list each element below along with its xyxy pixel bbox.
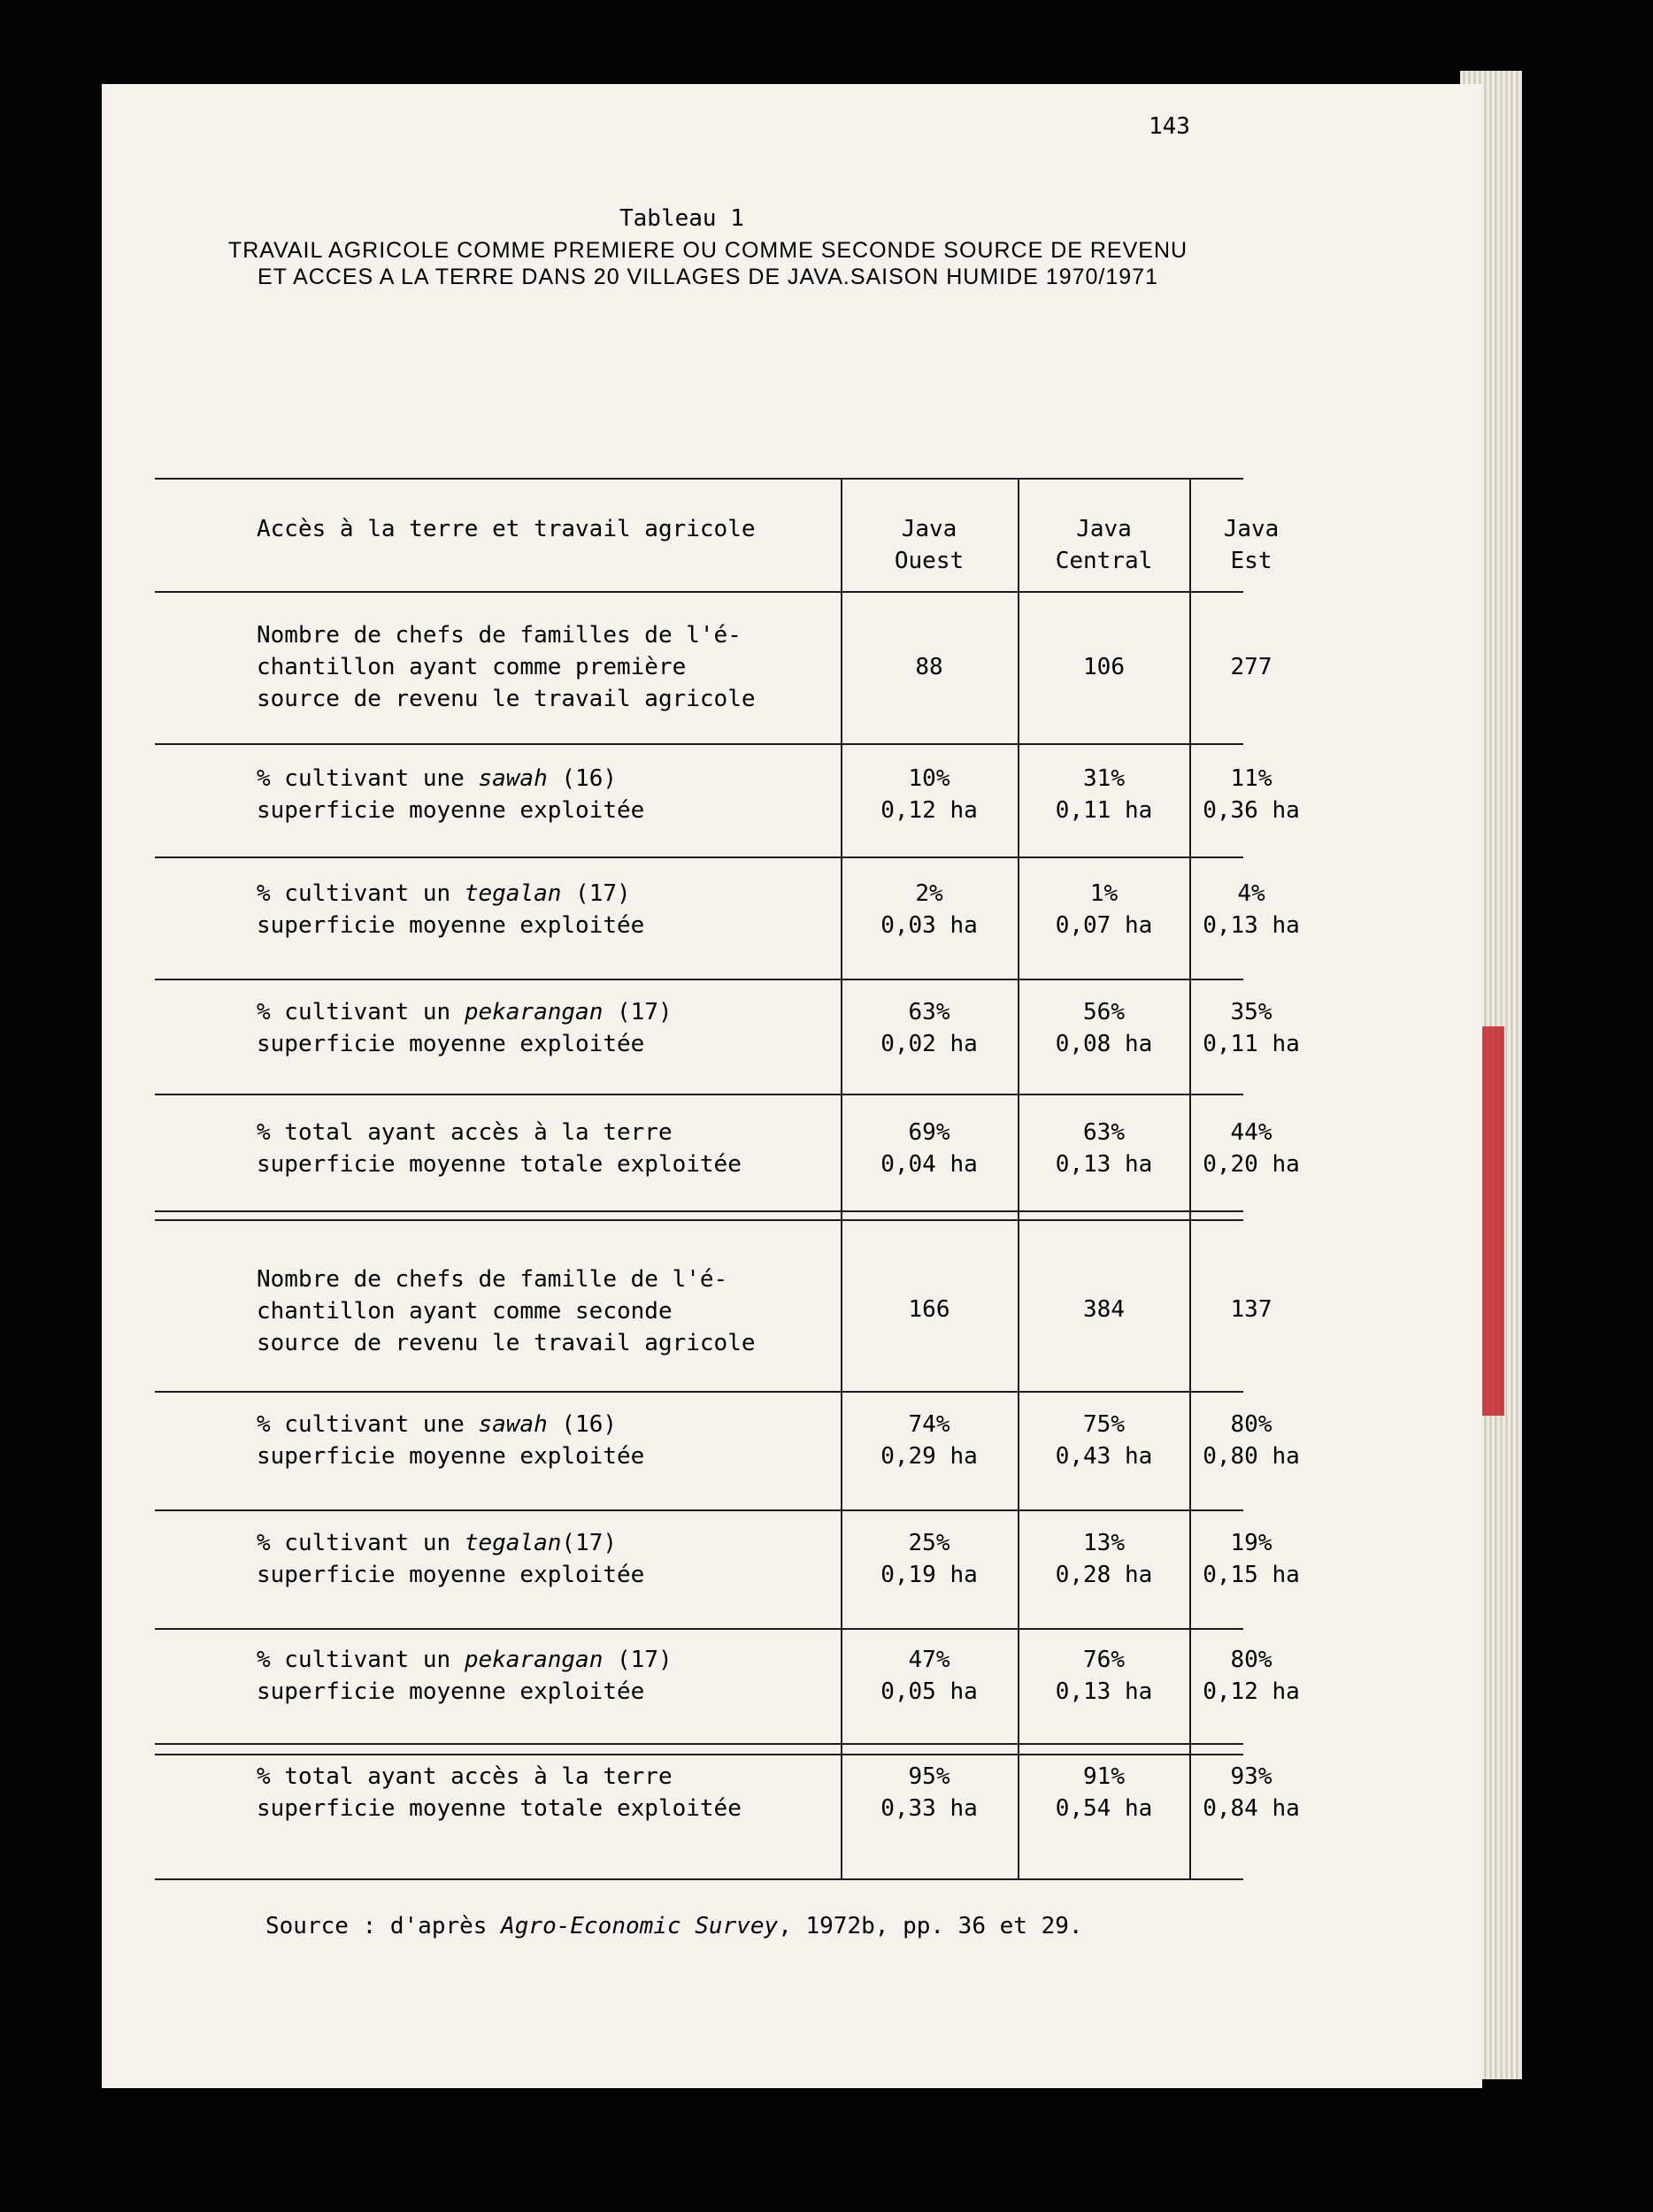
rule [155,743,1243,745]
page-number: 143 [1149,113,1190,140]
table-caption: Tableau 1 [619,205,744,232]
column-rule [1018,478,1019,1880]
row-label: % total ayant accès à la terre superficie moyenne totale exploitée [257,1763,742,1822]
value-java-est: 93% 0,84 ha [1203,1763,1300,1822]
row-label: % total ayant accès à la terre superficie moyenne totale exploitée [257,1119,742,1178]
value-java-est: 11% 0,36 ha [1203,765,1300,824]
column-rule [841,478,842,1880]
rule [155,1878,1243,1880]
value-java-ouest: 10% 0,12 ha [880,765,978,824]
value-java-central: 31% 0,11 ha [1055,765,1153,824]
value-java-central: 63% 0,13 ha [1055,1119,1153,1178]
value-java-ouest: 47% 0,05 ha [880,1647,978,1705]
value-java-ouest: 25% 0,19 ha [880,1530,978,1588]
rule [155,856,1243,858]
library-stamp [1480,1026,1504,1416]
table-title-line-1: TRAVAIL AGRICOLE COMME PREMIERE OU COMME SECONDE SOURCE DE REVENU [227,238,1188,263]
header-java-central: Java Central [1055,516,1153,574]
rule [155,591,1243,593]
value-java-est: 137 [1230,1296,1272,1323]
rule [155,478,1243,480]
row-label: % cultivant un pekarangan (17) superficie moyenne exploitée [257,1647,673,1705]
value-java-est: 4% 0,13 ha [1203,880,1300,939]
value-java-est: 80% 0,12 ha [1203,1647,1300,1705]
rule [155,1210,1243,1212]
value-java-central: 91% 0,54 ha [1055,1763,1153,1822]
column-rule [1189,478,1191,1880]
row-label: % cultivant un pekarangan (17) superficie moyenne exploitée [257,999,673,1057]
value-java-central: 76% 0,13 ha [1055,1647,1153,1705]
rule [155,1743,1243,1745]
value-java-central: 13% 0,28 ha [1055,1530,1153,1588]
value-java-est: 44% 0,20 ha [1203,1119,1300,1178]
value-java-central: 1% 0,07 ha [1055,880,1153,939]
value-java-est: 277 [1230,654,1272,680]
value-java-est: 35% 0,11 ha [1203,999,1300,1057]
value-java-ouest: 88 [915,654,943,680]
header-java-est: Java Est [1223,516,1280,574]
row-label: % cultivant une sawah (16) superficie moyenne exploitée [257,1411,645,1470]
value-java-central: 384 [1083,1296,1125,1323]
value-java-est: 19% 0,15 ha [1203,1530,1300,1588]
value-java-est: 80% 0,80 ha [1203,1411,1300,1470]
value-java-ouest: 63% 0,02 ha [880,999,978,1057]
rule [155,1391,1243,1393]
header-label: Accès à la terre et travail agricole [257,516,756,542]
table-title-line-2: ET ACCES A LA TERRE DANS 20 VILLAGES DE JAVA.SAISON HUMIDE 1970/1971 [258,265,1158,289]
rule [155,1509,1243,1511]
table-title [177,237,1239,290]
rule [155,1094,1243,1095]
rule [155,1754,1243,1755]
rule [155,1628,1243,1630]
row-label: % cultivant un tegalan (17) superficie moyenne exploitée [257,880,645,939]
value-java-central: 56% 0,08 ha [1055,999,1153,1057]
row-label: Nombre de chefs de familles de l'é- chantillon ayant comme première source de revenu le travail agricole [257,622,756,712]
value-java-ouest: 74% 0,29 ha [880,1411,978,1470]
value-java-central: 106 [1083,654,1125,680]
header-java-ouest: Java Ouest [894,516,965,574]
value-java-ouest: 166 [908,1296,950,1323]
source-note: Source : d'après Agro-Economic Survey, 1972b, pp. 36 et 29. [265,1913,1083,1939]
row-label: Nombre de chefs de famille de l'é- chantillon ayant comme seconde source de revenu le travail agricole [257,1266,756,1356]
value-java-ouest: 95% 0,33 ha [880,1763,978,1822]
rule [155,979,1243,980]
value-java-ouest: 2% 0,03 ha [880,880,978,939]
row-label: % cultivant une sawah (16) superficie moyenne exploitée [257,765,645,824]
value-java-central: 75% 0,43 ha [1055,1411,1153,1470]
value-java-ouest: 69% 0,04 ha [880,1119,978,1178]
rule [155,1219,1243,1221]
row-label: % cultivant un tegalan(17) superficie moyenne exploitée [257,1530,645,1588]
